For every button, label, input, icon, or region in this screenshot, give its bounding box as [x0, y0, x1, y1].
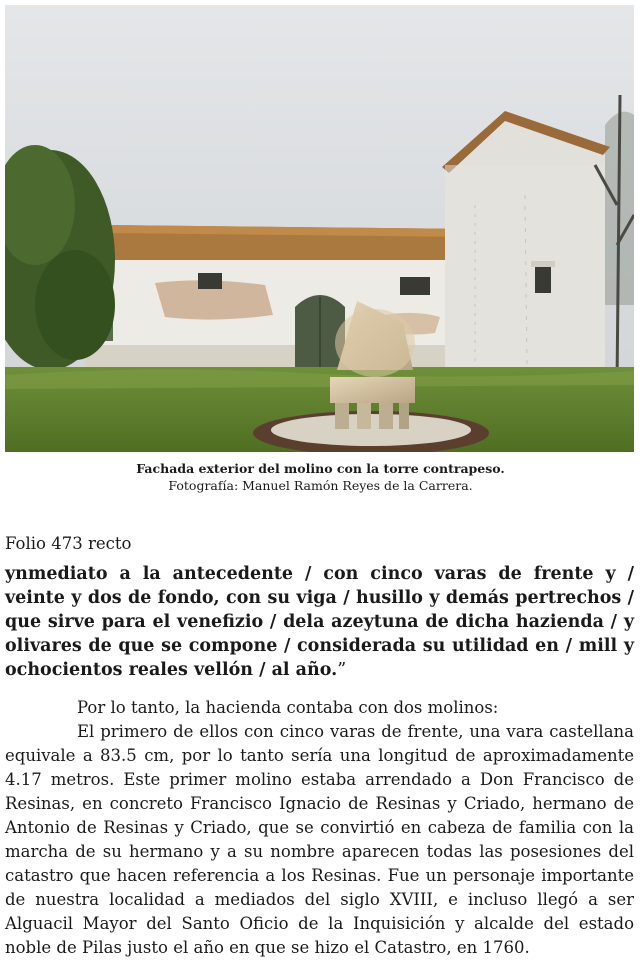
- paragraph-first-mill: El primero de ellos con cinco varas de frente, una vara castellana equivale a 83.5 cm, por lo tanto sería una longitud de aproximadamente 4.17 metros. Este primer molino estaba arrendado a Don Francisco de Resinas, en concreto Francisco Ignacio de Resinas y Criado, hermano de Antonio de Resinas y Criado, que se convirtió en cabeza de familia con la marcha de su hermano y a su nombre aparecen todas las posesiones del catastro que hacen referencia a los Resinas. Fue un personaje importante de nuestra localidad a mediados del siglo XVIII, e incluso llegó a ser Alguacil Mayor del Santo Oficio de la Inquisición y alcalde del estado noble de Pilas justo el año en que se hizo el Catastro, en 1760.: [5, 722, 634, 957]
- paragraph-intro: Por lo tanto, la hacienda contaba con dos molinos:: [77, 698, 499, 717]
- mill-photograph: [5, 5, 634, 452]
- photo-caption: [0, 460, 641, 494]
- catastro-quote: [5, 562, 634, 682]
- mill-facade-image: [5, 5, 634, 452]
- caption-credit: Fotografía: Manuel Ramón Reyes de la Carrera.: [168, 478, 473, 493]
- quote-closing-mark: ”: [337, 660, 347, 680]
- folio-reference: Folio 473 recto: [5, 534, 132, 553]
- quote-text: ynmediato a la antecedente / con cinco varas de frente y / veinte y dos de fondo, con su viga / husillo y demás pertrechos / que sirve para el venefizio / dela azeytuna de dicha hazienda / y olivares de que se compone / considerada su utilidad en / mill y ochocientos reales vellón / al año.: [5, 564, 634, 680]
- caption-title: Fachada exterior del molino con la torre contrapeso.: [136, 461, 505, 476]
